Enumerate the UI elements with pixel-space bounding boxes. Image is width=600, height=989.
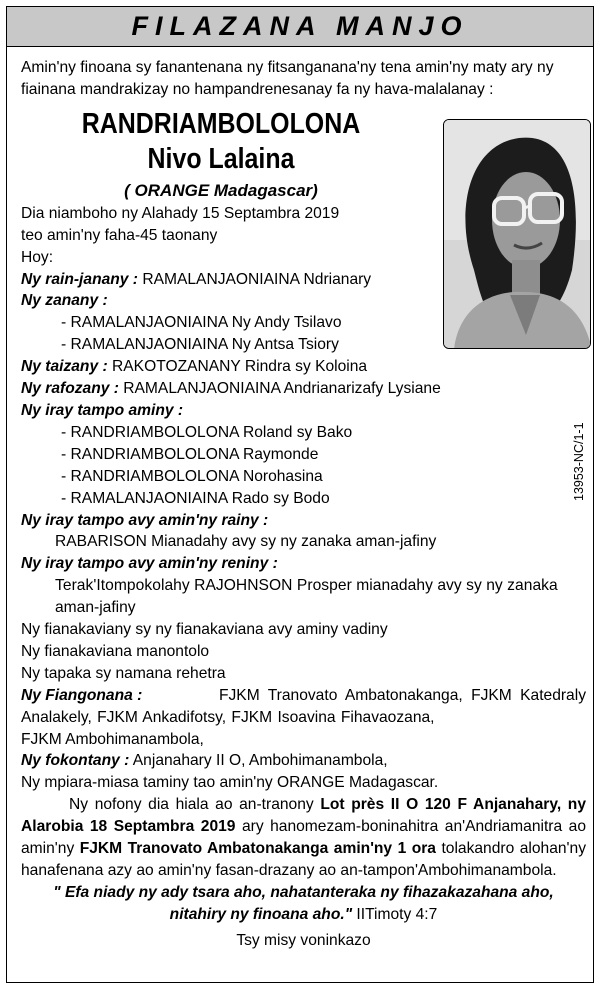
relatives-line: Ny tapaka sy namana rehetra	[21, 664, 226, 682]
verse-line: nitahiry ny finoana aho."	[169, 905, 353, 923]
husband-label: Ny rain-janany :	[21, 270, 138, 288]
sibling-item: - RANDRIAMBOLOLONA Norohasina	[61, 467, 323, 485]
sibling-item: - RANDRIAMBOLOLONA Roland sy Bako	[61, 423, 353, 441]
churches-label: Ny Fiangonana :	[21, 686, 143, 704]
hoy-label: Hoy:	[21, 248, 54, 266]
deceased-surname: RANDRIAMBOLOLONA	[81, 107, 361, 140]
inlaws-label: Ny taizany :	[21, 358, 108, 376]
husband-name: RAMALANJAONIAINA Ndrianary	[142, 270, 372, 288]
mother-side-line: aman-jafiny	[55, 599, 136, 617]
funeral-text: ary hanomezam-boninahitra an'Andriamanitra ao amin'ny	[21, 818, 586, 858]
child-item: - RAMALANJAONIAINA Ny Antsa Tsiory	[61, 336, 339, 354]
funeral-church-time: FJKM Tranovato Ambatonakanga amin'ny 1 ora	[79, 840, 436, 858]
child-item: - RAMALANJAONIAINA Ny Andy Tsilavo	[61, 314, 342, 332]
verse-line: " Efa niady ny ady tsara aho, nahatanteraka ny fihazakazahana aho,	[53, 883, 554, 901]
deceased-given-names: Nivo Lalaina	[147, 142, 295, 175]
sibling-item: - RAMALANJAONIAINA Rado sy Bodo	[61, 489, 330, 507]
verse-quote	[21, 882, 586, 926]
fokontany-row	[21, 750, 585, 772]
churches-line: FJKM Tranovato Ambatonakanga, FJKM Katedraly	[218, 686, 586, 704]
fokontany-names: Anjanahary II O, Ambohimanambola,	[132, 752, 388, 770]
churches-row	[21, 685, 586, 707]
funeral-details	[21, 794, 586, 882]
churches-line: FJKM Ambohimanambola,	[21, 730, 204, 748]
grandchild-row	[21, 378, 585, 400]
banner	[7, 7, 593, 47]
fokontany-label: Ny fokontany :	[21, 752, 130, 770]
siblings-label: Ny iray tampo aminy :	[21, 401, 184, 419]
husband-row	[21, 269, 585, 291]
churches-line: Analakely, FJKM Ankadifotsy, FJKM Isoavina Fihavaozana,	[21, 708, 435, 726]
colleagues-line: Ny mpiara-miasa taminy tao amin'ny ORANGE Madagascar.	[21, 774, 439, 792]
mother-side-label: Ny iray tampo avy amin'ny reniny :	[21, 555, 278, 573]
reference-code: 13953-NC/1-1	[572, 422, 586, 502]
mother-side-line: Terak'Itompokolahy RAJOHNSON Prosper mianadahy avy sy ny zanaka	[55, 577, 558, 595]
father-side-names: RABARISON Mianadahy avy sy ny zanaka aman-jafiny	[55, 533, 437, 551]
father-side-label: Ny iray tampo avy amin'ny rainy :	[21, 511, 269, 529]
notice-frame	[6, 6, 594, 983]
closing-note: Tsy misy voninkazo	[236, 931, 371, 949]
death-date: Dia niamboho ny Alahady 15 Septambra 2019	[21, 204, 340, 222]
inlaws-row	[21, 356, 585, 378]
sibling-item: - RANDRIAMBOLOLONA Raymonde	[61, 445, 319, 463]
grandchild-label: Ny rafozany :	[21, 380, 119, 398]
notice-body	[21, 57, 585, 952]
verse-line-2	[21, 904, 586, 926]
funeral-text: Ny nofony dia hiala ao an-tranony	[69, 796, 321, 814]
age-line: teo amin'ny faha-45 taonany	[21, 226, 218, 244]
relatives-line: Ny fianakaviana manontolo	[21, 642, 210, 660]
funeral-address-date: Lot près II O 120 F Anjanahary, ny Alarobia 18 Septambra 2019	[21, 796, 586, 836]
banner-title: FILAZANA MANJO	[131, 11, 469, 41]
deceased-company: ( ORANGE Madagascar)	[124, 180, 318, 200]
funeral-text: tolakandro alohan'ny hanafenana azy ao amin'ny fasan-drazany ao an-tampon'Ambohimanambola.	[21, 840, 587, 879]
children-label: Ny zanany :	[21, 292, 108, 310]
intro-text: Amin'ny finoana sy fanantenana ny fitsanganana'ny tena amin'ny maty ary ny fiainana mandrakizay no hampandrenesanay fa ny hava-malalanay :	[21, 59, 554, 98]
relatives-line: Ny fianakaviany sy ny fianakaviana avy aminy vadiny	[21, 621, 388, 639]
verse-citation: IITimoty 4:7	[352, 905, 438, 923]
inlaws-names: RAKOTOZANANY Rindra sy Koloina	[112, 358, 368, 376]
grandchild-name: RAMALANJAONIAINA Andrianarizafy Lysiane	[123, 380, 441, 398]
